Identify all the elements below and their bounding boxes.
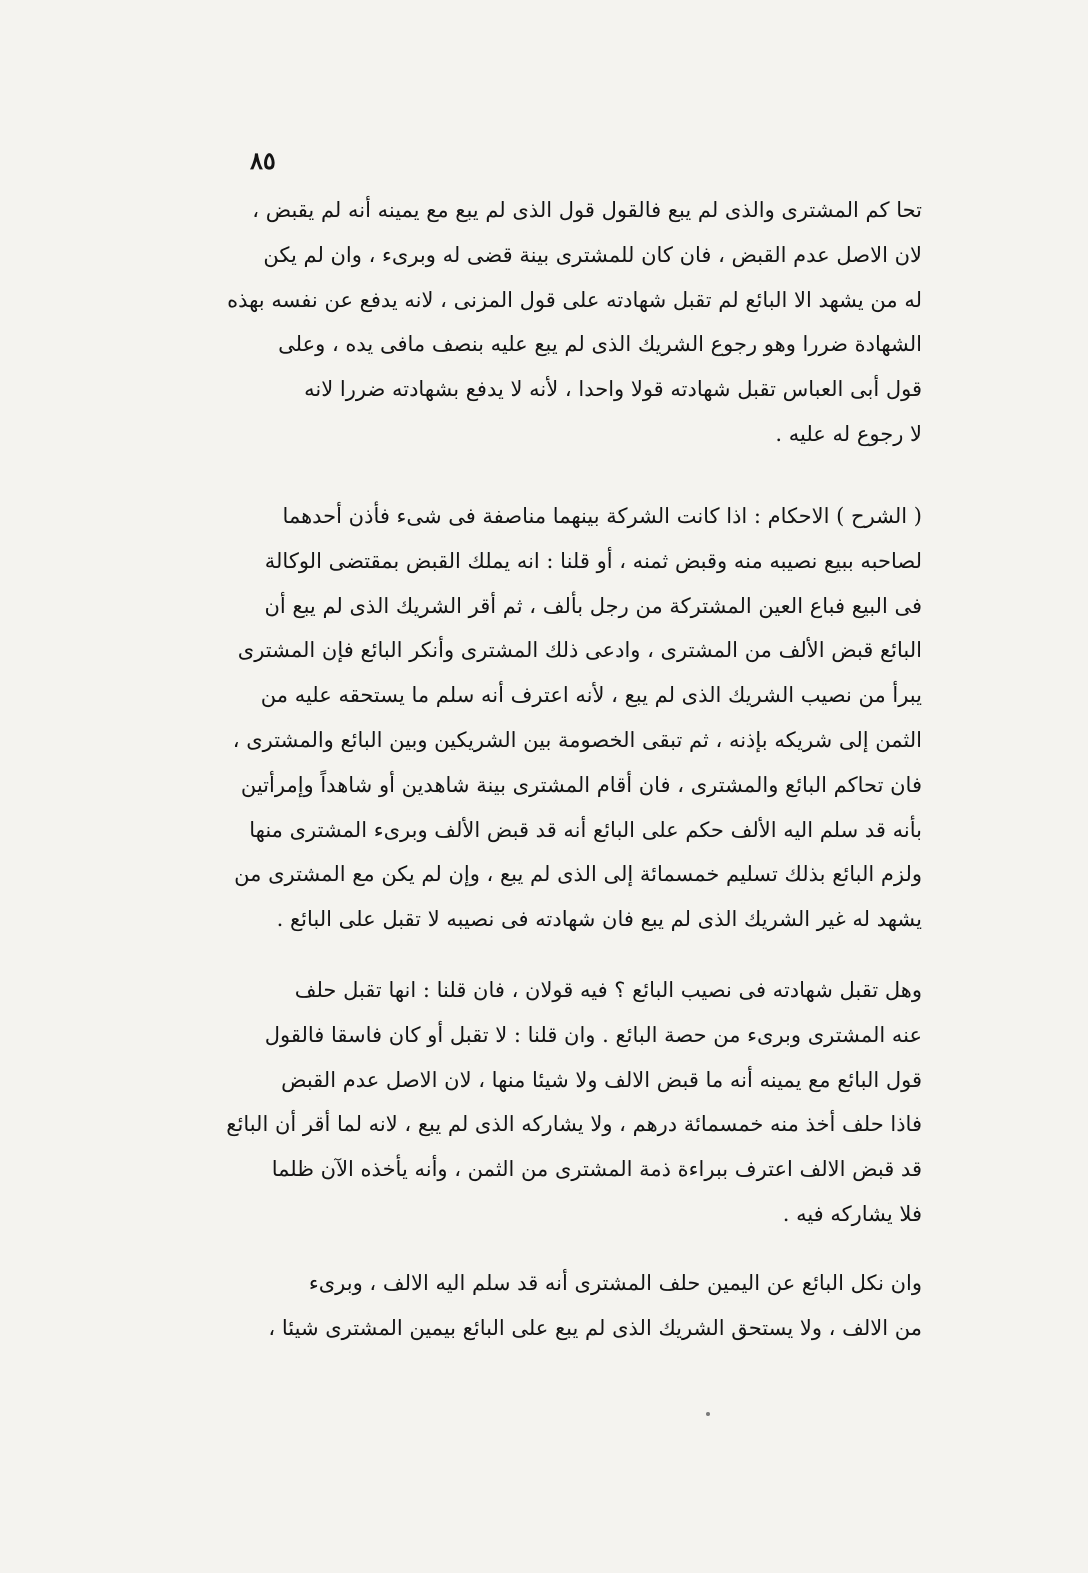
text-line: لا رجوع له عليه . [775,421,922,446]
text-line: وهل تقبل شهادته فى نصيب البائع ؟ فيه قولان ، فان قلنا : انها تقبل حلف [294,978,922,1002]
text-line: فى البيع فباع العين المشتركة من رجل بألف ، ثم أقر الشريك الذى لم يبع أن [264,593,922,618]
text-line: يبرأ من نصيب الشريك الذى لم يبع ، لأنه اعترف أنه سلم ما يستحقه عليه من [260,683,922,708]
text-line: قد قبض الالف اعترف ببراءة ذمة المشترى من الثمن ، وأنه يأخذه الآن ظلما [271,1157,922,1182]
text-line: بأنه قد سلم اليه الألف حكم على البائع أنه قد قبض الألف وبرىء المشترى منها [249,817,922,842]
text-line: عنه المشترى وبرىء من حصة البائع . وان قلنا : لا تقبل أو كان فاسقا فالقول [264,1022,922,1047]
text-line: له من يشهد الا البائع لم تقبل شهادته على قول المزنى ، لانه يدفع عن نفسه بهذه [227,287,922,312]
print-speck [706,1412,710,1416]
text-line: ولزم البائع بذلك تسليم خمسمائة إلى الذى لم يبع ، وإن لم يكن مع المشترى من [234,862,922,887]
paragraph-2 [214,494,922,942]
text-line: وان نكل البائع عن اليمين حلف المشترى أنه قد سلم اليه الالف ، وبرىء [308,1271,922,1295]
text-line: البائع قبض الألف من المشترى ، وادعى ذلك المشترى وأنكر البائع فإن المشترى [237,638,922,663]
text-line: من الالف ، ولا يستحق الشريك الذى لم يبع على البائع بيمين المشترى شيئا ، [268,1315,922,1340]
text-line: ( الشرح ) الاحكام : اذا كانت الشركة بينهما مناصفة فى شىء فأذن أحدهما [282,504,922,528]
text-line: يشهد له غير الشريك الذى لم يبع فان شهادته فى نصيبه لا تقبل على البائع . [276,907,922,932]
text-line: الشهادة ضررا وهو رجوع الشريك الذى لم يبع عليه بنصف مافى يده ، وعلى [278,332,922,357]
text-line: لصاحبه ببيع نصيبه منه وقبض ثمنه ، أو قلنا : انه يملك القبض بمقتضى الوكالة [264,548,922,573]
text-line: قول البائع مع يمينه أنه ما قبض الالف ولا شيئا منها ، لان الاصل عدم القبض [281,1067,922,1092]
text-line: قول أبى العباس تقبل شهادته قولا واحدا ، لأنه لا يدفع بشهادته ضررا لانه [304,377,922,402]
text-line: الثمن إلى شريكه بإذنه ، ثم تبقى الخصومة بين الشريكين وبين البائع والمشترى ، [232,727,922,752]
page-number: ٨٥ [250,146,276,175]
paragraph-1 [214,188,922,457]
paragraph-4 [214,1261,922,1351]
text-line: تحا كم المشترى والذى لم يبع فالقول قول الذى لم يبع مع يمينه أنه لم يقبض ، [252,198,922,222]
text-line: فاذا حلف أخذ منه خمسمائة درهم ، ولا يشاركه الذى لم يبع ، لانه لما أقر أن البائع [226,1112,922,1137]
text-line: فلا يشاركه فيه . [782,1201,922,1226]
text-line: لان الاصل عدم القبض ، فان كان للمشترى بينة قضى له وبرىء ، وان لم يكن [263,242,922,267]
text-line: فان تحاكم البائع والمشترى ، فان أقام المشترى بينة شاهدين أو شاهداً وإمرأتين [240,772,922,797]
paragraph-3 [214,968,922,1237]
